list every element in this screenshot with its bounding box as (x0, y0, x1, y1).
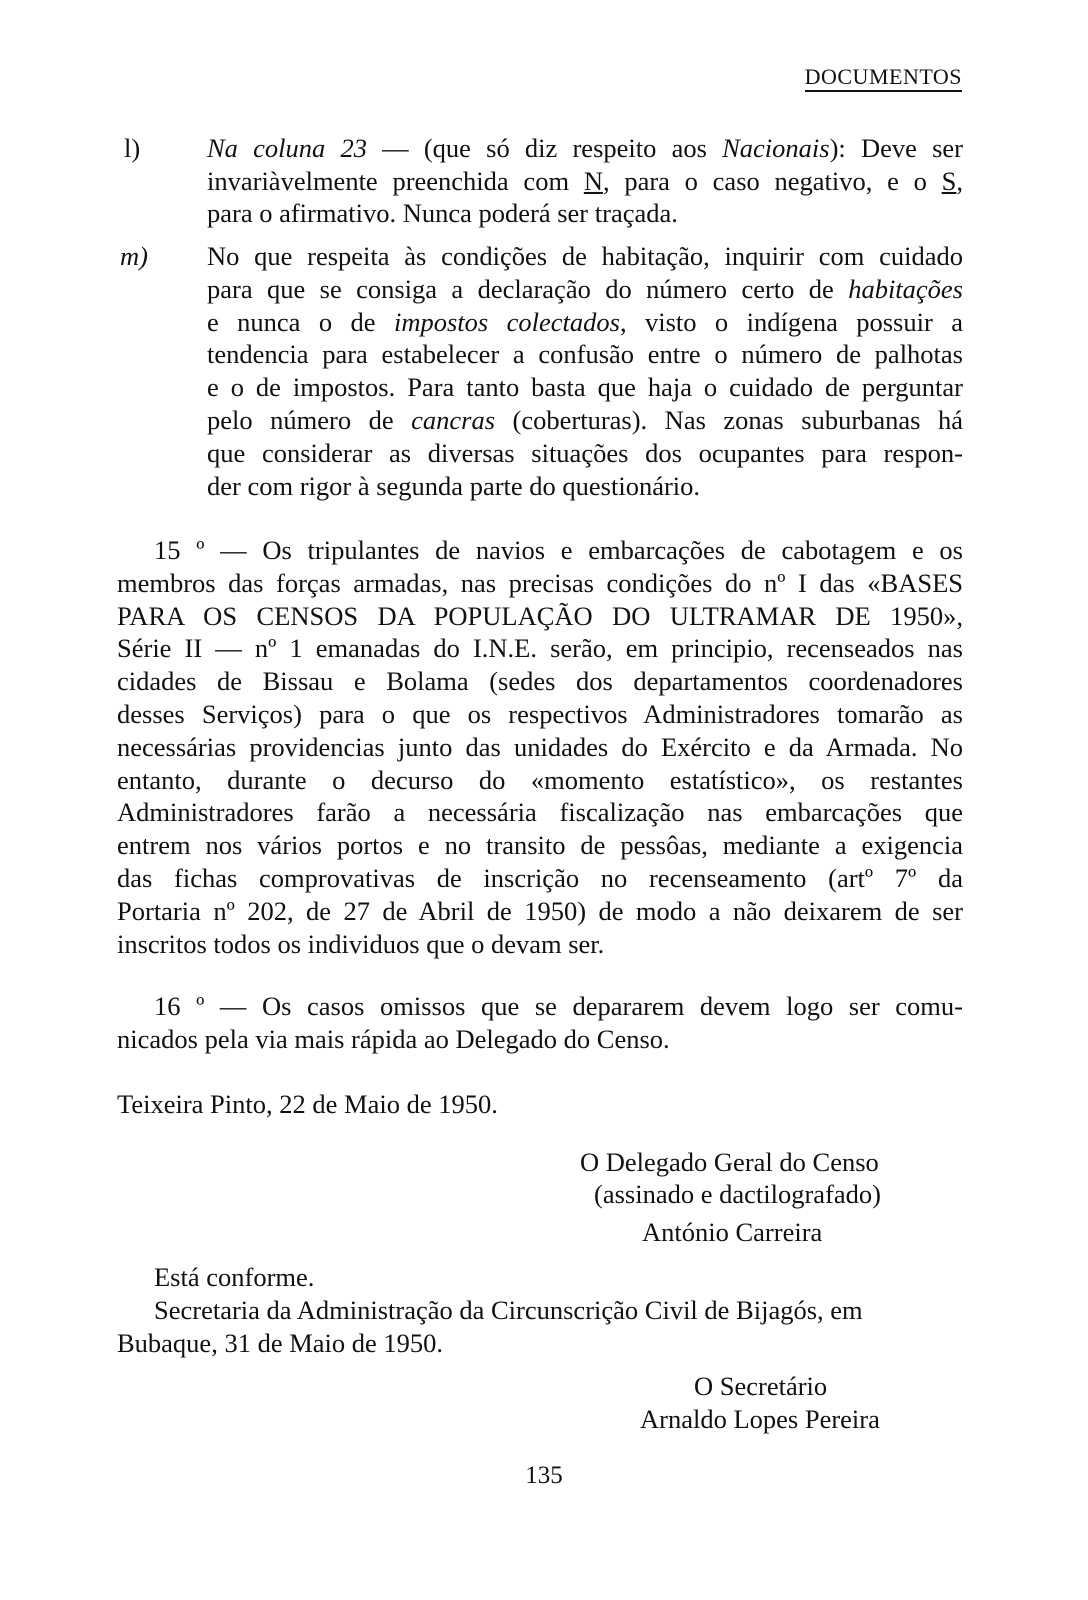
text-run: e nunca o de (207, 306, 394, 337)
text-line (207, 240, 963, 273)
text-line (117, 862, 963, 895)
text-line (207, 306, 963, 339)
text-run: membros das forças armadas, nas precisas condições do nº I das «BASES (117, 567, 963, 598)
text-run: (coberturas). Nas zonas suburbanas há (495, 405, 963, 435)
text-line (117, 764, 963, 797)
text-line (117, 928, 604, 961)
text-run: cidades de Bissau e Bolama (sedes dos departamentos coordenadores (117, 666, 963, 697)
text-run: que considerar as diversas situações dos ocupantes para respon- (207, 437, 963, 468)
text-run: Nacionais (722, 133, 830, 163)
text-run: impostos colectados (393, 306, 620, 337)
text-line (207, 338, 963, 371)
text-run: , visto o indígena possuir a (619, 306, 963, 337)
text-run: cancras (411, 405, 496, 435)
text-run: N (583, 165, 603, 196)
text-run: inscritos todos os individuos que o devam ser. (117, 928, 605, 959)
item-m-label: m) (120, 241, 148, 271)
text-run: Portaria nº 202, de 27 de Abril de 1950) de modo a não deixarem de ser (117, 895, 963, 926)
text-line (207, 470, 700, 503)
text-line (207, 165, 963, 198)
item-l-label: l) (124, 133, 141, 163)
text-line (117, 895, 963, 928)
text-run: ): Deve ser (829, 133, 963, 163)
text-line (207, 273, 963, 306)
text-run: der com rigor à segunda parte do questionário. (207, 470, 701, 501)
text-line (154, 534, 963, 567)
signature-1-title: O Delegado Geral do Censo (580, 1147, 879, 1177)
text-run: entrem nos vários portos e no transito de pessôas, mediante a exigencia (117, 830, 963, 861)
text-line (154, 990, 963, 1023)
text-run: , (956, 165, 964, 196)
text-line (117, 665, 963, 698)
text-line (117, 731, 963, 764)
text-run: habitações (848, 273, 963, 304)
text-run: das fichas comprovativas de inscrição no recenseamento (artº 7º da (117, 863, 963, 893)
conformity-line-3: Bubaque, 31 de Maio de 1950. (117, 1328, 444, 1358)
text-run: Série II — nº 1 emanadas do I.N.E. serão, em principio, recenseados nas (117, 633, 963, 664)
signature-2-title: O Secretário (694, 1371, 828, 1401)
text-run: PARA OS CENSOS DA POPULAÇÃO DO ULTRAMAR DE 1950», (117, 600, 963, 631)
text-run: necessárias providencias junto das unidades do Exército e da Armada. No (117, 731, 963, 762)
text-run: para que se consiga a declaração do número certo de (207, 273, 849, 304)
text-run: 16 º — Os casos omissos que se depararem devem logo ser comu- (154, 991, 963, 1021)
text-line (117, 829, 963, 862)
text-line (117, 632, 963, 665)
conformity-line-1: Está conforme. (154, 1262, 315, 1292)
text-run: tendencia para estabelecer a confusão entre o número de palhotas (207, 339, 963, 370)
running-header: DOCUMENTOS (805, 64, 962, 92)
text-line (117, 600, 963, 633)
text-line (117, 1023, 670, 1056)
text-run: invariàvelmente preenchida com (207, 165, 584, 196)
dateline: Teixeira Pinto, 22 de Maio de 1950. (117, 1089, 498, 1119)
text-run: , para o caso negativo, e o (602, 165, 942, 196)
text-line (117, 796, 963, 829)
signature-1-name: António Carreira (642, 1217, 823, 1247)
text-run: entanto, durante o decurso do «momento estatístico», os restantes (117, 764, 963, 795)
text-line (207, 197, 678, 230)
text-run: para o afirmativo. Nunca poderá ser traçada. (207, 198, 678, 228)
text-run: — (que só diz respeito aos (366, 133, 723, 163)
text-run: Na coluna 23 (207, 133, 367, 163)
text-line (117, 567, 963, 600)
text-line (207, 132, 963, 165)
text-run: e o de impostos. Para tanto basta que haja o cuidado de perguntar (207, 372, 963, 403)
signature-1-note: (assinado e dactilografado) (594, 1179, 881, 1209)
text-run: pelo número de (207, 405, 412, 435)
text-line (207, 437, 963, 470)
text-run: S (941, 165, 957, 196)
text-line (117, 698, 963, 731)
text-run: Administradores farão a necessária fiscalização nas embarcações que (117, 797, 963, 828)
conformity-line-2: Secretaria da Administração da Circunscrição Civil de Bijagós, em (154, 1295, 863, 1325)
text-line (207, 371, 963, 404)
signature-2-name: Arnaldo Lopes Pereira (640, 1404, 880, 1434)
text-run: desses Serviços) para o que os respectivos Administradores tomarão as (117, 699, 963, 729)
text-line (207, 404, 963, 437)
page-number: 135 (525, 1462, 563, 1489)
text-run: No que respeita às condições de habitação, inquirir com cuidado (207, 241, 963, 271)
text-run: 15 º — Os tripulantes de navios e embarcações de cabotagem e os (154, 535, 963, 565)
text-run: nicados pela via mais rápida ao Delegado do Censo. (117, 1024, 670, 1054)
